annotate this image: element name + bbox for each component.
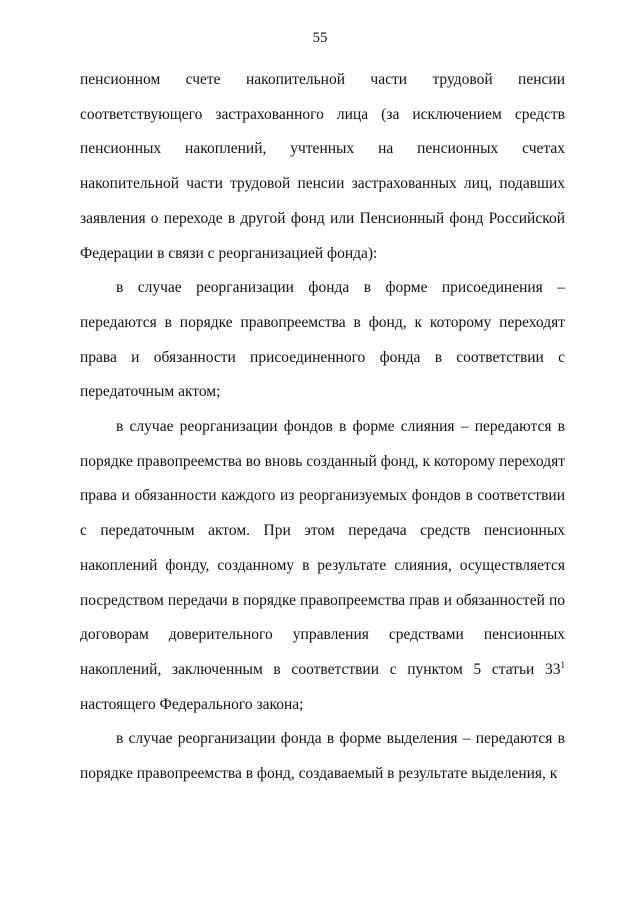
document-body: [80, 63, 565, 792]
paragraph-spin-off: в случае реорганизации фонда в форме выделения – передаются в порядке правопреемства в фонд, создаваемый в результате выделения, к: [80, 730, 565, 783]
paragraph-merger-by-accession: в случае реорганизации фонда в форме присоединения – передаются в порядке правопреемства в фонд, к которому переходят права и обязанности присоединенного фонда в соответствии с передаточным актом;: [80, 279, 565, 401]
paragraph-merger-by-consolidation: [80, 410, 565, 722]
page-number: 55: [312, 30, 328, 46]
paragraph-continuation: пенсионном счете накопительной части трудовой пенсии соответствующего застрахованного лица (за исключением средств пенсионных накоплений, учтенных на пенсионных счетах накопительной части трудовой пенсии застрахованных лиц, подавших заявления о переходе в другой фонд или Пенсионный фонд Российской Федерации в связи с реорганизацией фонда):: [80, 71, 565, 262]
paragraph-text-end: настоящего Федерального закона;: [80, 695, 304, 713]
paragraph-text: в случае реорганизации фондов в форме слияния – передаются в порядке правопреемства во вновь созданный фонд, к которому переходят права и обязанности каждого из реорганизуемых фондов в соответствии с передаточным актом. При этом передача средств пенсионных накоплений фонду, созданному в результате слияния, осуществляется посредством передачи в порядке правопреемства прав и обязанностей по договорам доверительного управления средствами пенсионных накоплений, заключенным в соответствии с пунктом 5 статьи 33: [80, 418, 565, 678]
article-superscript: 1: [560, 659, 565, 670]
